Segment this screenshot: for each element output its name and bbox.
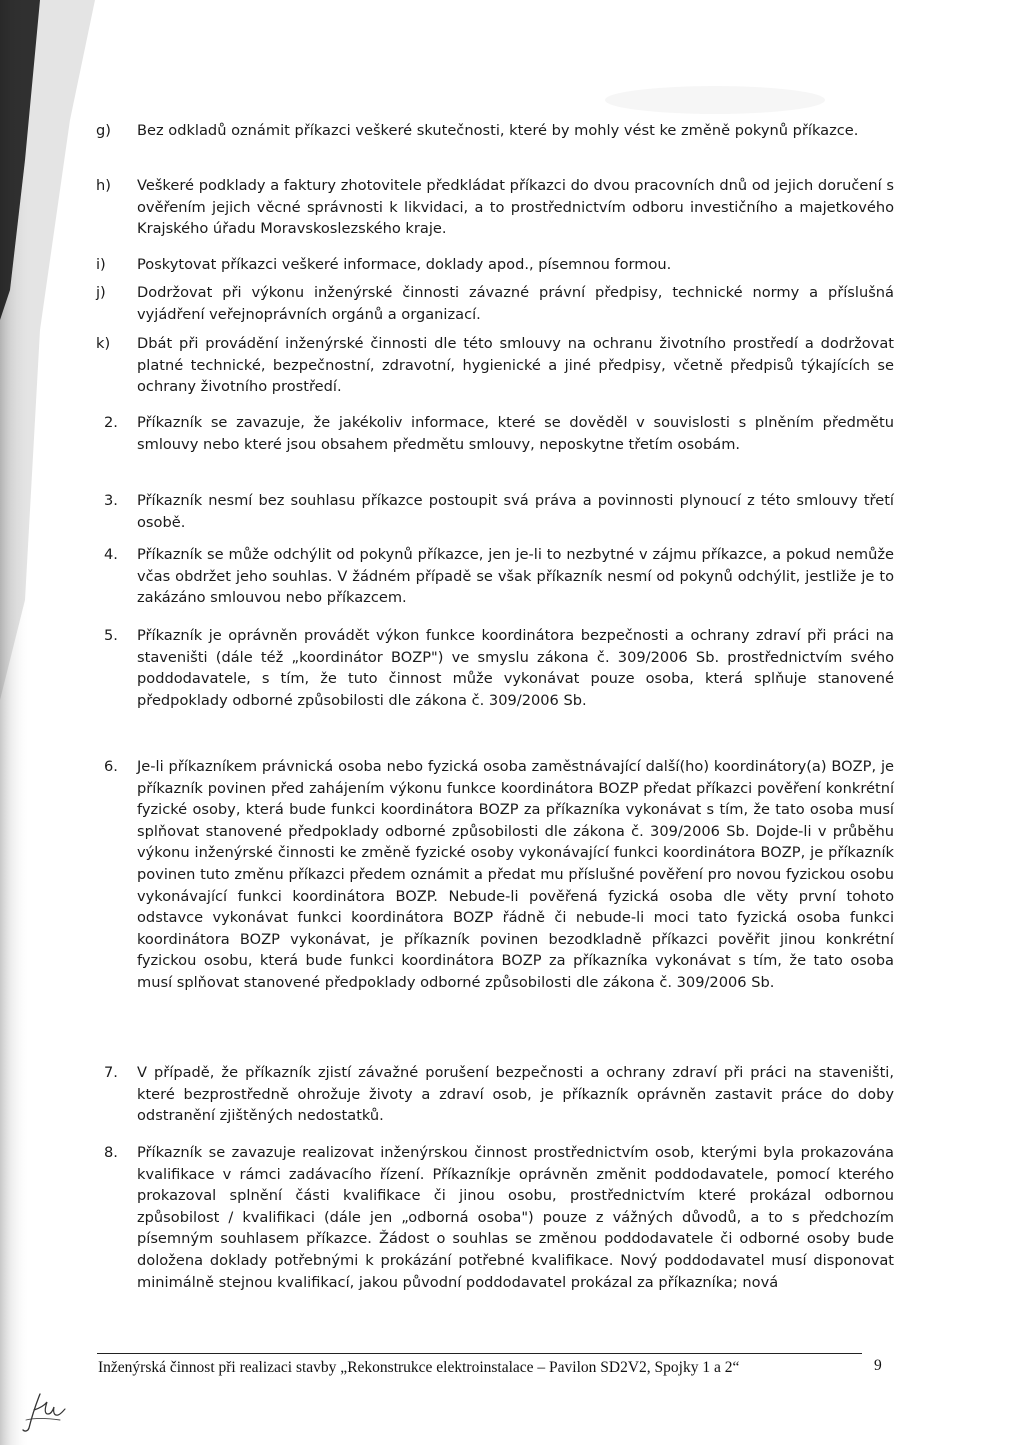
item-text: V případě, že příkazník zjistí závažné porušení bezpečnosti a ochrany zdraví při práci na staveništi, které bezprostředně ohrožuje životy a zdraví osob, je příkazník oprávněn zastavit práce do doby odstranění zjištěných nedostatků. [137,1064,894,1125]
item-text: Dodržovat při výkonu inženýrské činnosti závazné právní předpisy, technické normy a příslušná vyjádření veřejnoprávních orgánů a organizací. [137,284,894,323]
item-marker: k) [96,335,111,352]
item-text: Příkazník se zavazuje, že jakékoliv informace, které se dověděl v souvislosti s plněním předmětu smlouvy nebo které jsou obsahem předmětu smlouvy, neposkytne třetím osobám. [137,414,894,453]
item-text: Bez odkladů oznámit příkazci veškeré skutečnosti, které by mohly vést ke změně pokynů příkazce. [137,122,859,139]
item-marker: 4. [104,546,118,563]
item-marker: h) [96,177,111,194]
initials-signature [20,1390,68,1434]
footer-divider [97,1353,862,1354]
item-marker: j) [96,284,106,301]
item-text: Je-li příkazníkem právnická osoba nebo fyzická osoba zaměstnávající další(ho) koordinátory(a) BOZP, je příkazník povinen před zahájením výkonu funkce koordinátora BOZP předat příkazci pověření konkrétní fyzické osoby, která bude funkci koordinátora BOZP za příkazníka vykonávat s tím, že tato osoba musí splňovat stanovené předpoklady odborné způsobilosti dle zákona č. 309/2006 Sb. Dojde-li v průběhu výkonu inženýrské činnosti ke změně fyzické osoby vykonávající funkci koordinátora BOZP, je příkazník povinen tuto změnu příkazci předem oznámit a předat mu příslušné pověření pro novou fyzickou osobu vykonávající funkci koordinátora BOZP. Nebude-li pověřená fyzická osoba dle věty první tohoto odstavce vykonávat funkci koordinátora BOZP řádně či nebude-li moci tato fyzická osoba funkci koordinátora BOZP vykonávat, je příkazník povinen bezodkladně příkazci pověřit jinou konkrétní fyzickou osobu, která bude funkci koordinátora BOZP za příkazníka vykonávat s tím, že tato osoba musí splňovat stanovené předpoklady odborné způsobilosti dle zákona č. 309/2006 Sb. [137,758,894,991]
item-marker: i) [96,256,106,273]
item-marker: 6. [104,758,118,775]
item-text: Příkazník nesmí bez souhlasu příkazce postoupit svá práva a povinnosti plynoucí z této smlouvy třetí osobě. [137,492,894,531]
item-marker: 7. [104,1064,118,1081]
item-text: Příkazník je oprávněn provádět výkon funkce koordinátora bezpečnosti a ochrany zdraví při práci na staveništi (dále též „koordinátor BOZP") ve smyslu zákona č. 309/2006 Sb. prostřednictvím svého poddodavatele, s tím, že tuto činnost může vykonávat pouze osoba, která splňuje stanovené předpoklady odborné způsobilosti dle zákona č. 309/2006 Sb. [137,627,894,709]
page-number: 9 [874,1357,882,1374]
footer-title: Inženýrská činnost při realizaci stavby „Rekonstrukce elektroinstalace – Pavilon SD2V2, Spojky 1 a 2“ [98,1359,740,1376]
item-marker: g) [96,122,111,139]
item-text: Příkazník se zavazuje realizovat inženýrskou činnost prostřednictvím osob, kterými byla prokazována kvalifikace v rámci zadávacího řízení. Příkazníkje oprávněn změnit poddodavatele, pomocí kterého prokazoval splnění části kvalifikace či jinou osobu, prostřednictvím které prokázal odbornou způsobilost / kvalifikaci (dále jen „odborná osoba") pouze z vážných důvodů, a to s předchozím písemným souhlasem příkazce. Žádost o souhlas se změnou poddodavatele či odborné osoby bude doložena doklady potřebnými k prokázání potřebné kvalifikace. Nový poddodavatel musí disponovat minimálně stejnou kvalifikací, jakou původní poddodavatel prokázal za příkazníka; nová [137,1144,894,1291]
item-text: Poskytovat příkazci veškeré informace, doklady apod., písemnou formou. [137,256,672,273]
item-marker: 5. [104,627,118,644]
item-text: Dbát při provádění inženýrské činnosti dle této smlouvy na ochranu životního prostředí a dodržovat platné technické, bezpečnostní, zdravotní, hygienické a jiné předpisy, včetně předpisů týkajících se ochrany životního prostředí. [137,335,894,396]
item-text: Veškeré podklady a faktury zhotovitele předkládat příkazci do dvou pracovních dnů od jejich doručení s ověřením jejich věcné správnosti k likvidaci, a to prostřednictvím odboru investičního a majetkového Krajského úřadu Moravskoslezského kraje. [137,177,894,238]
item-marker: 2. [104,414,118,431]
item-marker: 3. [104,492,118,509]
item-text: Příkazník se může odchýlit od pokynů příkazce, jen je-li to nezbytné v zájmu příkazce, a pokud nemůže včas obdržet jeho souhlas. V žádném případě se však příkazník nesmí od pokynů odchýlit, jestliže je to zakázáno smlouvou nebo příkazcem. [137,546,894,607]
item-marker: 8. [104,1144,118,1161]
